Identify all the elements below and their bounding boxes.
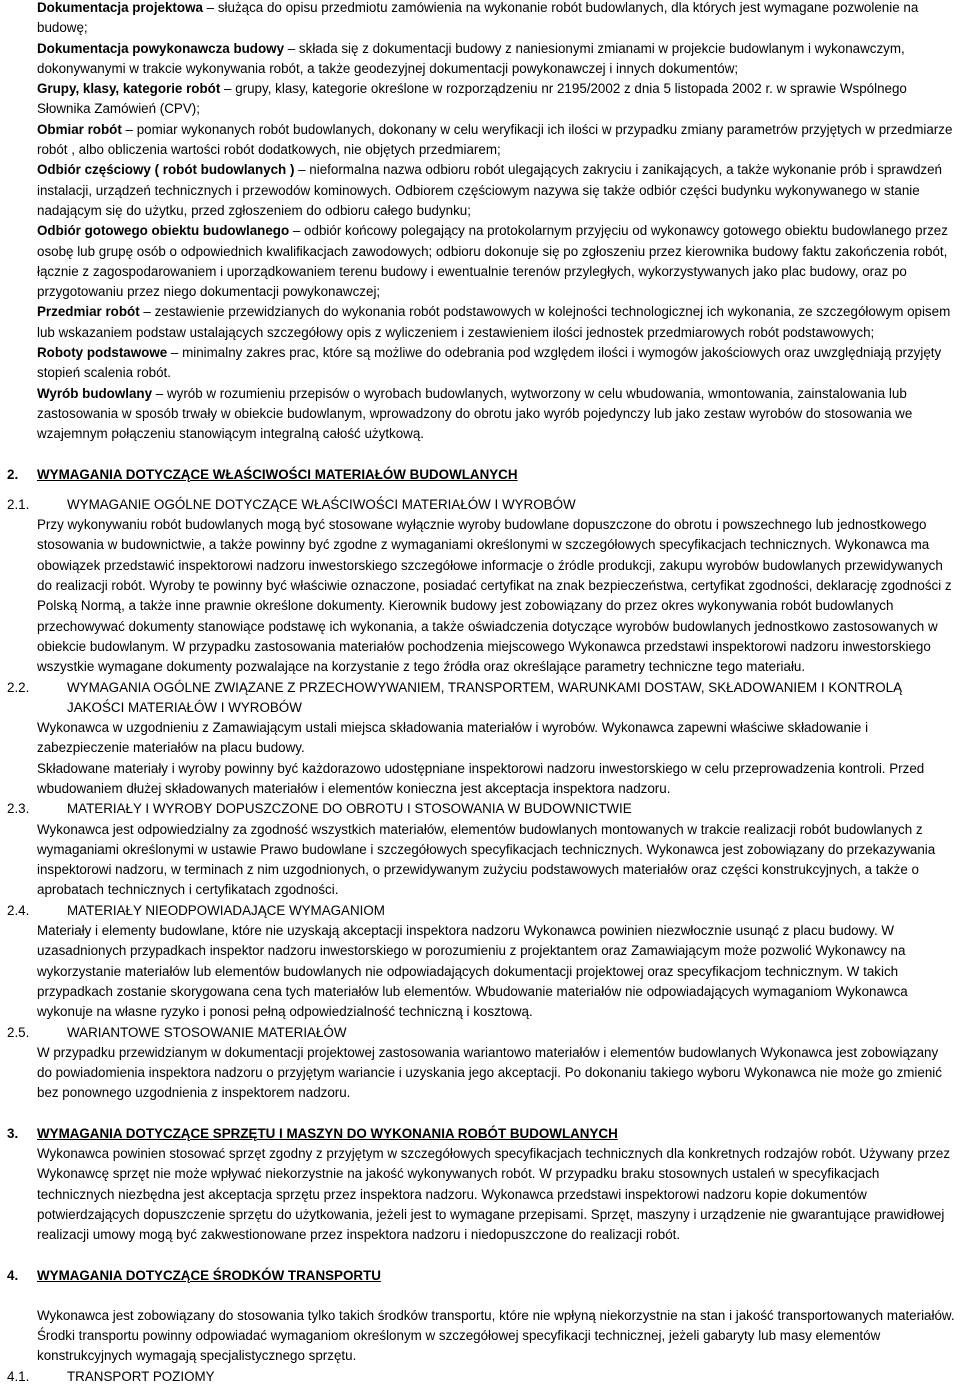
definition-item xyxy=(37,302,956,343)
definition-text: – odbiór końcowy polegający na protokolarnym przyjęciu od wykonawcy gotowego obiektu budowlanego przez osobę lub grupę osób o odpowiednich kwalifikacjach zawodowych; odbioru dokonuje się po zgłoszeniu przez kierownika budowy faktu zakończenia robót, łącznie z zagospodarowaniem i uporządkowaniem terenu budowy i ewentualnie terenów przyległych, wykorzystywanych jako plac budowy, oraz po przygotowaniu przez niego dokumentacji powykonawczej; xyxy=(37,223,948,300)
body-paragraph: Wykonawca jest zobowiązany do stosowania tylko takich środków transportu, które nie wpłyną niekorzystnie na stan i jakość transportowanych materiałów. Środki transportu powinny odpowiadać wymaganiom określonym w szczegółowej specyfikacji technicznej, jeżeli gabaryty lub masy elementów konstrukcyjnych wymagają specjalistycznego sprzętu. xyxy=(37,1307,955,1364)
definition-item xyxy=(37,120,956,161)
definition-term: Dokumentacja projektowa xyxy=(37,0,203,15)
body-paragraph: Wykonawca jest odpowiedzialny za zgodność wszystkich materiałów, elementów budowlanych montowanych w trakcie realizacji robót budowlanych z wymaganiami określonymi w ustawie Prawo budowlane i szczegółowych specyfikacjach technicznych. Wykonawca jest zobowiązany do przekazywania inspektorowi nadzoru, w terminach z nim uzgodnionych, o przewidywanym zużyciu podstawowych materiałów oraz części konstrukcyjnych, a także o aprobatach technicznych i certyfikatach zgodności. xyxy=(37,821,936,898)
subsection-heading xyxy=(0,1367,960,1387)
body-paragraph: Materiały i elementy budowlane, które nie uzyskają akceptacji inspektora nadzoru Wykonawca powinien niezwłocznie usunąć z placu budowy. W uzasadnionych przypadkach inspektor nadzoru inwestorskiego w porozumieniu z projektantem oraz Zamawiającym może pozwolić Wykonawcy na wykorzystanie materiałów lub elementów budowlanych nie odpowiadających dokumentacji projektowej oraz specyfikacjom technicznym. W takich przypadkach zostanie skorygowana cena tych materiałów lub elementów. Wbudowanie materiałów nie odpowiadających wymaganiom Wykonawca wykonuje na własne ryzyko i ponosi pełną odpowiedzialność techniczną i kosztową. xyxy=(37,923,908,1020)
definition-text: – minimalny zakres prac, które są możliwe do odebrania pod względem ilości i wymogów jakościowych oraz uwzględniają przyjęty stopień scalenia robót. xyxy=(37,345,942,381)
section-heading xyxy=(0,1124,960,1144)
definition-text: – służąca do opisu przedmiotu zamówienia na wykonanie robót budowlanych, dla których jest wymagane pozwolenie na budowę; xyxy=(37,0,919,36)
subsection-number: 2.2. xyxy=(7,679,30,695)
definition-term: Wyrób budowlany xyxy=(37,385,153,401)
section-number: 3. xyxy=(7,1125,19,1141)
definition-item xyxy=(37,343,956,384)
spacer xyxy=(0,1286,960,1306)
definition-text: – składa się z dokumentacji budowy z naniesionymi zmianami w projekcie budowlanym i wykonawczym, dokonywanymi w trakcie wykonywania robót, a także geodezyjnej dokumentacji powykonawczej i innych dokumentów; xyxy=(37,40,905,76)
definition-text: – nieformalna nazwa odbioru robót ulegających zakryciu i zanikających, a także wykonanie prób i sprawdzeń instalacji, urządzeń technicznych i przewodów kominowych. Odbiorem częściowym nazywa się także odbiór części budynku wykonywanego w stanie nadającym się do użytku, przed zgłoszeniem do odbioru całego budynku; xyxy=(37,162,942,218)
subsection-heading xyxy=(0,1023,960,1043)
section-title: WYMAGANIA DOTYCZĄCE SPRZĘTU I MASZYN DO WYKONANIA ROBÓT BUDOWLANYCH xyxy=(37,1125,618,1141)
spacer xyxy=(0,485,960,495)
subsection-number: 2.5. xyxy=(7,1024,30,1040)
definition-text: – wyrób w rozumieniu przepisów o wyrobach budowlanych, wytworzony w celu wbudowania, wmontowania, zainstalowania lub zastosowania w sposób trwały w obiekcie budowlanym, wprowadzony do obrotu jako wyrób pojedynczy lub jako zestaw wyrobów do stosowania we wzajemnym połączeniu stanowiącym integralną całość użytkową. xyxy=(37,385,913,442)
definition-item xyxy=(37,221,956,302)
definition-item xyxy=(37,39,956,80)
section-heading xyxy=(0,465,960,485)
definition-item xyxy=(37,384,956,445)
body-paragraph: Przy wykonywaniu robót budowlanych mogą być stosowane wyłącznie wyroby budowlane dopuszczone do obrotu i powszechnego lub jednostkowego stosowania w budownictwie, a także powinny być zgodne z wymaganiami określonymi w szczegółowych specyfikacjach technicznych. Wykonawca ma obowiązek przedstawić inspektorowi nadzoru inwestorskiego szczegółowe informacje o źródle produkcji, zakupu wyrobów budowlanych przewidywanych do realizacji robót. Wyroby te powinny być właściwie oznaczone, posiadać certyfikat na znak bezpieczeństwa, certyfikat zgodności, deklarację zgodności z Polską Normą, a także inne prawnie określone dokumenty. Kierownik budowy jest zobowiązany do przez okres wykonywania robót budowlanych przechowywać dokumenty stanowiące podstawę ich wykonania, a także oświadczenia dotyczące wyrobów budowlanych jednostkowo zastosowanych w obiekcie budowlanym. W przypadku zastosowania materiałów pochodzenia miejscowego Wykonawca przedstawi inspektorowi nadzoru inwestorskiego wszystkie wymagane dokumenty pozwalające na korzystanie z tego źródła oraz określające parametry techniczne tego materiału. xyxy=(37,517,952,675)
definition-item xyxy=(37,0,956,39)
spacer xyxy=(0,1104,960,1124)
subsection-heading xyxy=(0,495,960,515)
subsection-heading xyxy=(0,901,960,921)
definition-text: – zestawienie przewidzianych do wykonania robót podstawowych w kolejności technologicznej ich wykonania, ze szczegółowym opisem lub wskazaniem podstaw ustalających szczegółowy opis z wyliczeniem i zestawieniem ilości jednostek przedmiarowych robót podstawowych; xyxy=(37,304,951,340)
subsection-title: WYMAGANIE OGÓLNE DOTYCZĄCE WŁAŚCIWOŚCI MATERIAŁÓW I WYROBÓW xyxy=(67,496,576,512)
definition-term: Odbiór częściowy ( robót budowlanych ) xyxy=(37,162,295,178)
section-heading xyxy=(0,1266,960,1286)
definition-term: Grupy, klasy, kategorie robót xyxy=(37,81,221,97)
subsection-title: WYMAGANIA OGÓLNE ZWIĄZANE Z PRZECHOWYWANIEM, TRANSPORTEM, WARUNKAMI DOSTAW, SKŁADOWANIEM I KONTROLĄ JAKOŚCI MATERIAŁÓW I WYROBÓW xyxy=(67,679,902,715)
body-paragraph: W przypadku przewidzianym w dokumentacji projektowej zastosowania wariantowo materiałów i elementów budowlanych Wykonawca jest zobowiązany do powiadomienia inspektora nadzoru o przyjętym wariancie i uzyskania jego akceptacji. Po dokonaniu takiego wyboru Wykonawca nie może go zmienić bez ponownego uzgodnienia z inspektorem nadzoru. xyxy=(37,1044,942,1101)
definition-term: Przedmiar robót xyxy=(37,304,140,320)
section-title: WYMAGANIA DOTYCZĄCE WŁAŚCIWOŚCI MATERIAŁÓW BUDOWLANYCH xyxy=(37,466,518,482)
definition-term: Dokumentacja powykonawcza budowy xyxy=(37,40,285,56)
section-number: 2. xyxy=(7,466,19,482)
section-title: WYMAGANIA DOTYCZĄCE ŚRODKÓW TRANSPORTU xyxy=(37,1267,381,1283)
definition-item xyxy=(37,160,956,221)
definition-text: – grupy, klasy, kategorie określone w rozporządzeniu nr 2195/2002 z dnia 5 listopada 2002 r. w sprawie Wspólnego Słownika Zamówień (CPV); xyxy=(37,81,907,117)
subsection-heading xyxy=(0,678,960,719)
subsection-number: 2.3. xyxy=(7,801,30,817)
subsection-heading xyxy=(0,799,960,819)
body-paragraph: Składowane materiały i wyroby powinny być każdorazowo udostępniane inspektorowi nadzoru inwestorskiego w celu przeprowadzenia kontroli. Przed wbudowaniem dłużej składowanych materiałów i elementów konieczna jest akceptacja inspektora nadzoru. xyxy=(37,760,925,796)
spacer xyxy=(0,1246,960,1266)
definition-term: Roboty podstawowe xyxy=(37,345,168,361)
subsection-number: 4.1. xyxy=(7,1368,30,1384)
subsection-title: TRANSPORT POZIOMY xyxy=(67,1368,215,1384)
subsection-number: 2.4. xyxy=(7,902,30,918)
definition-text: – pomiar wykonanych robót budowlanych, dokonany w celu weryfikacji ich ilości w przypadku zmiany parametrów przyjętych w przedmiarze robót , albo obliczenia wartości robót dodatkowych, nie objętych przedmiarem; xyxy=(37,121,953,158)
definition-term: Obmiar robót xyxy=(37,121,122,137)
body-paragraph: Wykonawca powinien stosować sprzęt zgodny z przyjętym w szczegółowych specyfikacjach technicznych dla konkretnych rodzajów robót. Używany przez Wykonawcę sprzęt nie może wpływać niekorzystnie na jakość wykonywanych robót. W przypadku braku stosownych ustaleń w specyfikacjach technicznych niezbędna jest akceptacja sprzętu przez inspektora nadzoru. Wykonawca przedstawi inspektorowi nadzoru kopie dokumentów potwierdzających dopuszczenie sprzętu do użytkowania, jeżeli jest to wymagane przepisami. Sprzęt, maszyny i urządzenie nie gwarantujące prawidłowej realizacji umowy mogą być zakwestionowane przez inspektora nadzoru i niedopuszczone do realizacji robót. xyxy=(37,1146,951,1243)
subsection-title: MATERIAŁY I WYROBY DOPUSZCZONE DO OBROTU I STOSOWANIA W BUDOWNICTWIE xyxy=(67,801,632,817)
subsection-title: WARIANTOWE STOSOWANIE MATERIAŁÓW xyxy=(67,1024,347,1040)
section-number: 4. xyxy=(7,1267,19,1283)
definition-term: Odbiór gotowego obiektu budowlanego xyxy=(37,223,290,239)
body-paragraph: Wykonawca w uzgodnieniu z Zamawiającym ustali miejsca składowania materiałów i wyrobów. Wykonawca zapewni właściwe składowanie i zabezpieczenie materiałów na placu budowy. xyxy=(37,720,869,756)
subsection-title: MATERIAŁY NIEODPOWIADAJĄCE WYMAGANIOM xyxy=(67,902,385,918)
subsection-number: 2.1. xyxy=(7,496,30,512)
spacer xyxy=(0,445,960,465)
definition-item xyxy=(37,79,956,120)
definitions-list xyxy=(0,0,960,445)
